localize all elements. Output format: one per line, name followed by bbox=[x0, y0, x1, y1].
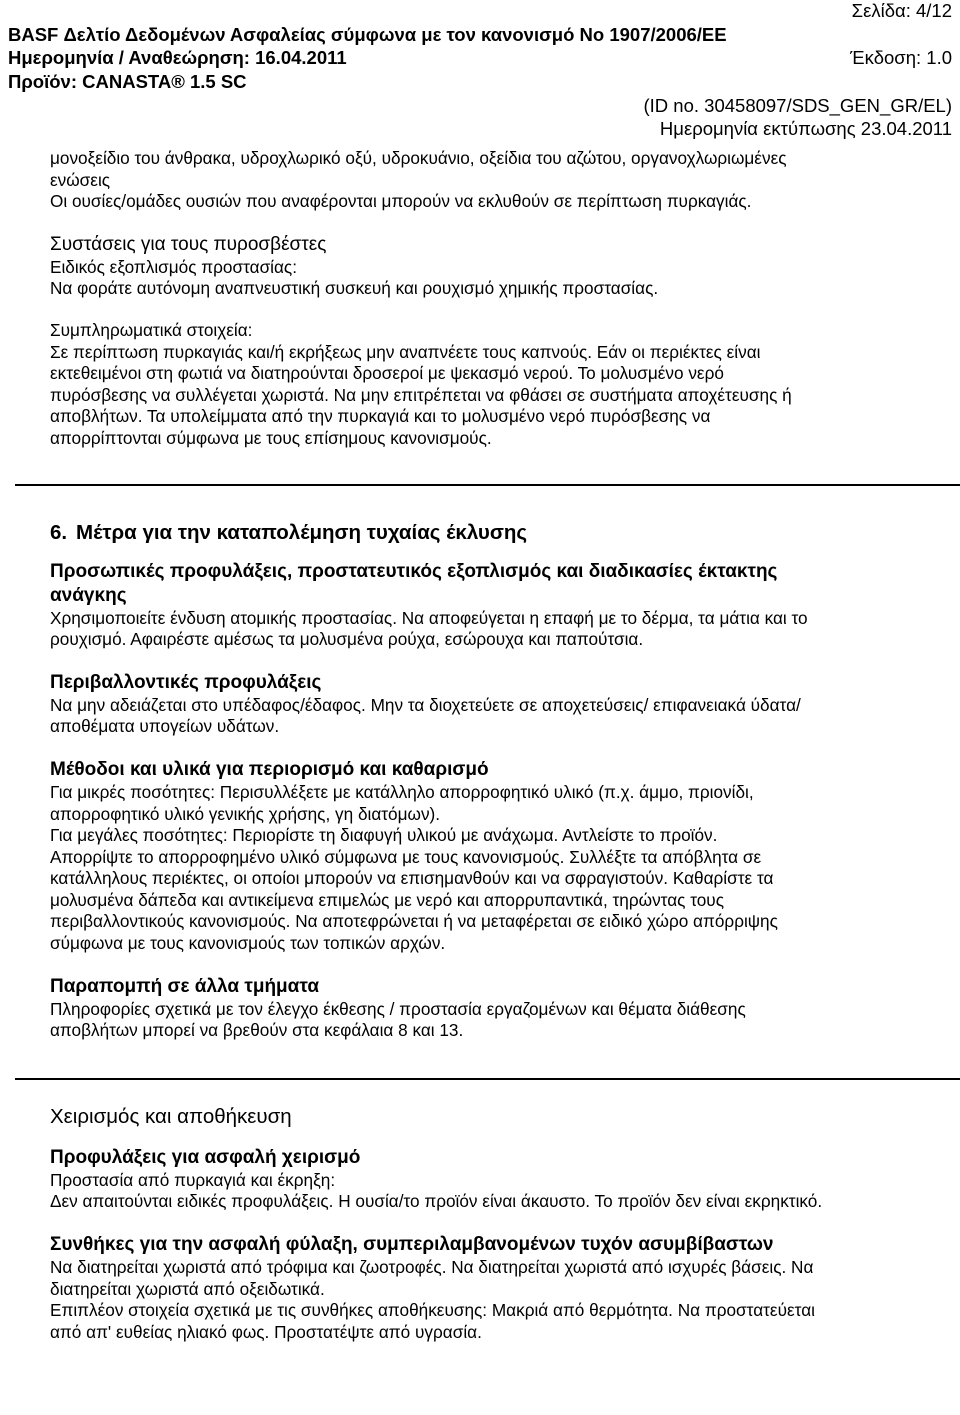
doc-title: BASF Δελτίο Δεδομένων Ασφαλείας σύμφωνα με τον κανονισμό No 1907/2006/ΕΕ bbox=[8, 24, 727, 45]
containment-line: κατάλληλους περιέκτες, οι οποίοι μπορούν να επισημανθούν και να σφραγιστούν. Καθαρίστε τα bbox=[50, 868, 774, 889]
containment-line: Απορρίψτε το απορροφημένο υλικό σύμφωνα με τους κανονισμούς. Συλλέξτε τα απόβλητα σε bbox=[50, 846, 762, 867]
references-heading: Παραπομπή σε άλλα τμήματα bbox=[50, 975, 319, 997]
storage-heading: Συνθήκες για την ασφαλή φύλαξη, συμπεριλαμβανομένων τυχόν ασυμβίβαστων bbox=[50, 1234, 774, 1256]
firefighters-heading: Συστάσεις για τους πυροσβέστες bbox=[50, 233, 327, 255]
environmental-line: Να μην αδειάζεται στο υπέδαφος/έδαφος. Μην τα διοχετεύετε σε αποχετεύσεις/ επιφανειακά ύδατα/ bbox=[50, 694, 801, 715]
extra-info-line: εκτεθειμένοι στη φωτιά να διατηρούνται δροσεροί με ψεκασμό νερού. Το μολυσμένο νερό bbox=[50, 363, 724, 384]
containment-line: Για μικρές ποσότητες: Περισυλλέξετε με κατάλληλο απορροφητικό υλικό (π.χ. άμμο, πριονίδι, bbox=[50, 781, 754, 802]
references-line: Πληροφορίες σχετικά με τον έλεγχο έκθεσης / προστασία εργαζομένων και θέματα διάθεσης bbox=[50, 998, 746, 1019]
safe-handling-heading: Προφυλάξεις για ασφαλή χειρισμό bbox=[50, 1146, 361, 1168]
continuation-line: Οι ουσίες/ομάδες ουσιών που αναφέρονται μπορούν να εκλυθούν σε περίπτωση πυρκαγιάς. bbox=[50, 191, 752, 212]
continuation-line: ενώσεις bbox=[50, 169, 111, 190]
containment-line: μολυσμένα δάπεδα και αντικείμενα επιμελώς με νερό και απορρυπαντικά, τηρώντας τους bbox=[50, 889, 724, 910]
personal-precautions-line: ρουχισμό. Αφαιρέστε αμέσως τα μολυσμένα ρούχα, εσώρουχα και παπούτσια. bbox=[50, 629, 644, 650]
extra-info-label: Συμπληρωματικά στοιχεία: bbox=[50, 319, 253, 340]
header-row-3 bbox=[8, 47, 952, 69]
personal-precautions-line: Χρησιμοποιείτε ένδυση ατομικής προστασίας. Να αποφεύγεται η επαφή με το δέρμα, τα μάτια και το bbox=[50, 607, 808, 628]
containment-line: περιβαλλοντικούς κανονισμούς. Να αποτεφρώνεται ή να μεταφέρεται σε ειδικό χώρο απόρριψης bbox=[50, 911, 778, 932]
references-line: αποβλήτων μπορεί να βρεθούν στα κεφάλαια 8 και 13. bbox=[50, 1020, 464, 1041]
section-6-title-text: Μέτρα για την καταπολέμηση τυχαίας έκλυσης bbox=[76, 520, 528, 544]
print-date: Ημερομηνία εκτύπωσης 23.04.2011 bbox=[659, 118, 952, 139]
safe-handling-label: Προστασία από πυρκαγιά και έκρηξη: bbox=[50, 1169, 336, 1190]
storage-line: διατηρείται χωριστά από οξειδωτικά. bbox=[50, 1278, 325, 1299]
id-number: (ID no. 30458097/SDS_GEN_GR/EL) bbox=[643, 95, 952, 116]
storage-line: από απ' ευθείας ηλιακό φως. Προστατέψτε από υγρασία. bbox=[50, 1321, 482, 1342]
containment-line: Για μεγάλες ποσότητες: Περιορίστε τη διαφυγή υλικού με ανάχωμα. Αντλείστε το προϊόν. bbox=[50, 825, 718, 846]
storage-line: Να διατηρείται χωριστά από τρόφιμα και ζωοτροφές. Να διατηρείται χωριστά από ισχυρές βάσεις. Να bbox=[50, 1257, 814, 1278]
continuation-line: μονοξείδιο του άνθρακα, υδροχλωρικό οξύ, υδροκυάνιο, οξείδια του αζώτου, οργανοχλωριωμένες bbox=[50, 148, 787, 168]
containment-line: σύμφωνα με τους κανονισμούς των τοπικών αρχών. bbox=[50, 933, 446, 954]
section-7-title: Χειρισμός και αποθήκευση bbox=[50, 1104, 292, 1128]
storage-line: Επιπλέον στοιχεία σχετικά με τις συνθήκες αποθήκευσης: Μακριά από θερμότητα. Να προστατεύεται bbox=[50, 1300, 815, 1321]
header-row-4 bbox=[8, 71, 952, 93]
extra-info-line: Σε περίπτωση πυρκαγιάς και/ή εκρήξεως μην αναπνέετε τους καπνούς. Εάν οι περιέκτες είναι bbox=[50, 341, 761, 362]
personal-precautions-heading: ανάγκης bbox=[50, 584, 127, 606]
product-name: Προϊόν: CANASTA® 1.5 SC bbox=[8, 71, 247, 92]
equipment-label: Ειδικός εξοπλισμός προστασίας: bbox=[50, 256, 297, 277]
header-row-2 bbox=[8, 24, 952, 46]
version: Έκδοση: 1.0 bbox=[850, 47, 952, 68]
document-body bbox=[50, 148, 955, 1343]
personal-precautions-heading: Προσωπικές προφυλάξεις, προστατευτικός εξοπλισμός και διαδικασίες έκτακτης bbox=[50, 560, 778, 582]
containment-heading: Μέθοδοι και υλικά για περιορισμό και καθαρισμό bbox=[50, 758, 489, 780]
containment-line: απορροφητικό υλικό γενικής χρήσης, γη διατόμων). bbox=[50, 803, 441, 824]
extra-info-line: αποβλήτων. Τα υπολείμματα από την πυρκαγιά και το μολυσμένο νερό πυρόσβεσης να bbox=[50, 406, 711, 427]
page-number: Σελίδα: 4/12 bbox=[851, 0, 952, 21]
equipment-text: Να φοράτε αυτόνομη αναπνευστική συσκευή και ρουχισμό χημικής προστασίας. bbox=[50, 278, 659, 299]
safe-handling-text: Δεν απαιτούνται ειδικές προφυλάξεις. Η ουσία/το προϊόν είναι άκαυστο. Το προϊόν δεν είναι εκρηκτικό. bbox=[50, 1191, 823, 1212]
extra-info-line: πυρόσβεσης να συλλέγεται χωριστά. Να μην επιτρέπεται να φθάσει σε συστήματα αποχέτευσης ή bbox=[50, 384, 792, 405]
environmental-heading: Περιβαλλοντικές προφυλάξεις bbox=[50, 671, 322, 693]
revision-date: Ημερομηνία / Αναθεώρηση: 16.04.2011 bbox=[8, 47, 347, 68]
environmental-line: αποθέματα υπογείων υδάτων. bbox=[50, 716, 280, 737]
section-6-title bbox=[50, 520, 955, 546]
section-6-number: 6. bbox=[50, 520, 68, 544]
extra-info-line: απορρίπτονται σύμφωνα με τους επίσημους κανονισμούς. bbox=[50, 427, 492, 448]
